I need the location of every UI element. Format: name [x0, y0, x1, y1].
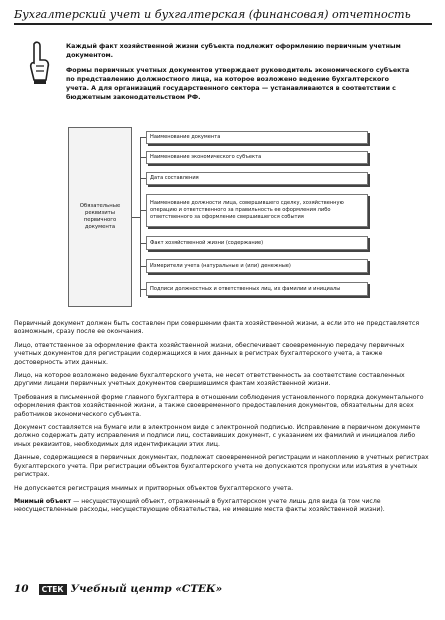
diagram-item: Измерители учета (натуральные и (или) денежные)	[146, 259, 368, 273]
diagram-item: Наименование экономического субъекта	[146, 151, 368, 164]
intro-paragraph: Каждый факт хозяйственной жизни субъекта подлежит оформлению первичным учетным документом.	[66, 43, 401, 59]
intro-block	[66, 42, 414, 102]
connector-line	[140, 137, 141, 297]
term-bold: Мнимый объект	[14, 497, 72, 505]
publisher-name: Учебный центр «СТЕК»	[70, 583, 223, 595]
diagram-item: Наименование документа	[146, 131, 368, 144]
publisher-logo: СТЕК	[39, 584, 67, 595]
diagram-item: Дата составления	[146, 172, 368, 185]
body-paragraph: Лицо, ответственное за оформление факта хозяйственной жизни, обеспечивает своевременную передачу первичных учетных документов для регистрации содержащихся в них данных в регистрах бухгалтерского учета, а также достоверность этих данных.	[14, 341, 405, 366]
body-paragraph	[14, 498, 432, 515]
running-header: Бухгалтерский учет и бухгалтерская (финансовая) отчетность	[14, 8, 411, 21]
connector-line	[132, 217, 140, 218]
body-paragraph: Лицо, на которое возложено ведение бухгалтерского учета, не несет ответственность за соответствие составленных другими лицами первичных учетных документов свершившимся фактам хозяйственной жизни.	[14, 372, 405, 388]
diagram-item: Наименование должности лица, совершившего сделку, хозяйственную операцию и ответственного за правильность ее оформления либо ответственного за оформление свершившегося события	[146, 194, 368, 227]
term-definition: — несуществующий объект, отраженный в бухгалтерском учете лишь для вида (в том числе неосуществленные расходы, несуществующие обязательства, не имевшие места факты хозяйственной жизни).	[14, 497, 385, 514]
body-paragraph: Не допускается регистрация мнимых и притворных объектов бухгалтерского учета.	[14, 484, 294, 492]
body-paragraph: Данные, содержащиеся в первичных документах, подлежат своевременной регистрации и накоплению в учетных регистрах бухгалтерского учета. При регистрации объектов бухгалтерского учета не допускаются пропуски или изъятия в учетных регистрах.	[14, 454, 429, 479]
requisites-diagram	[68, 127, 372, 307]
diagram-item: Факт хозяйственной жизни (содержание)	[146, 236, 368, 250]
header-rule	[14, 23, 432, 25]
intro-paragraph: Формы первичных учетных документов утверждает руководитель экономического субъекта по представлению должностного лица, на которое возложено ведение бухгалтерского учета. А для организаций государственного сектора — устанавливаются в соответствии с бюджетным законодательством РФ.	[66, 67, 410, 101]
body-paragraph: Требования в письменной форме главного бухгалтера в отношении соблюдения установленного порядка документального оформления фактов хозяйственной жизни, а также своевременного предоставления документов, обязательны для всех работников экономического субъекта.	[14, 393, 424, 418]
page-footer	[14, 583, 434, 595]
body-paragraph: Документ составляется на бумаге или в электронном виде с электронной подписью. Исправление в первичном документе должно содержать дату исправления и подписи лиц, составивших документ, с указанием их фамилий и инициалов либо иных реквизитов, необходимых для идентификации этих лиц.	[14, 424, 421, 448]
page-number: 10	[14, 583, 29, 595]
diagram-item: Подписи должностных и ответственных лиц, их фамилии и инициалы	[146, 282, 368, 296]
body-text	[14, 320, 432, 515]
diagram-left-label: Обязательные реквизиты первичного документа	[68, 127, 132, 307]
body-paragraph: Первичный документ должен быть составлен при совершении факта хозяйственной жизни, а если это не представляется возможным, сразу после ее окончания.	[14, 320, 420, 336]
hand-pointer-icon	[26, 40, 52, 84]
